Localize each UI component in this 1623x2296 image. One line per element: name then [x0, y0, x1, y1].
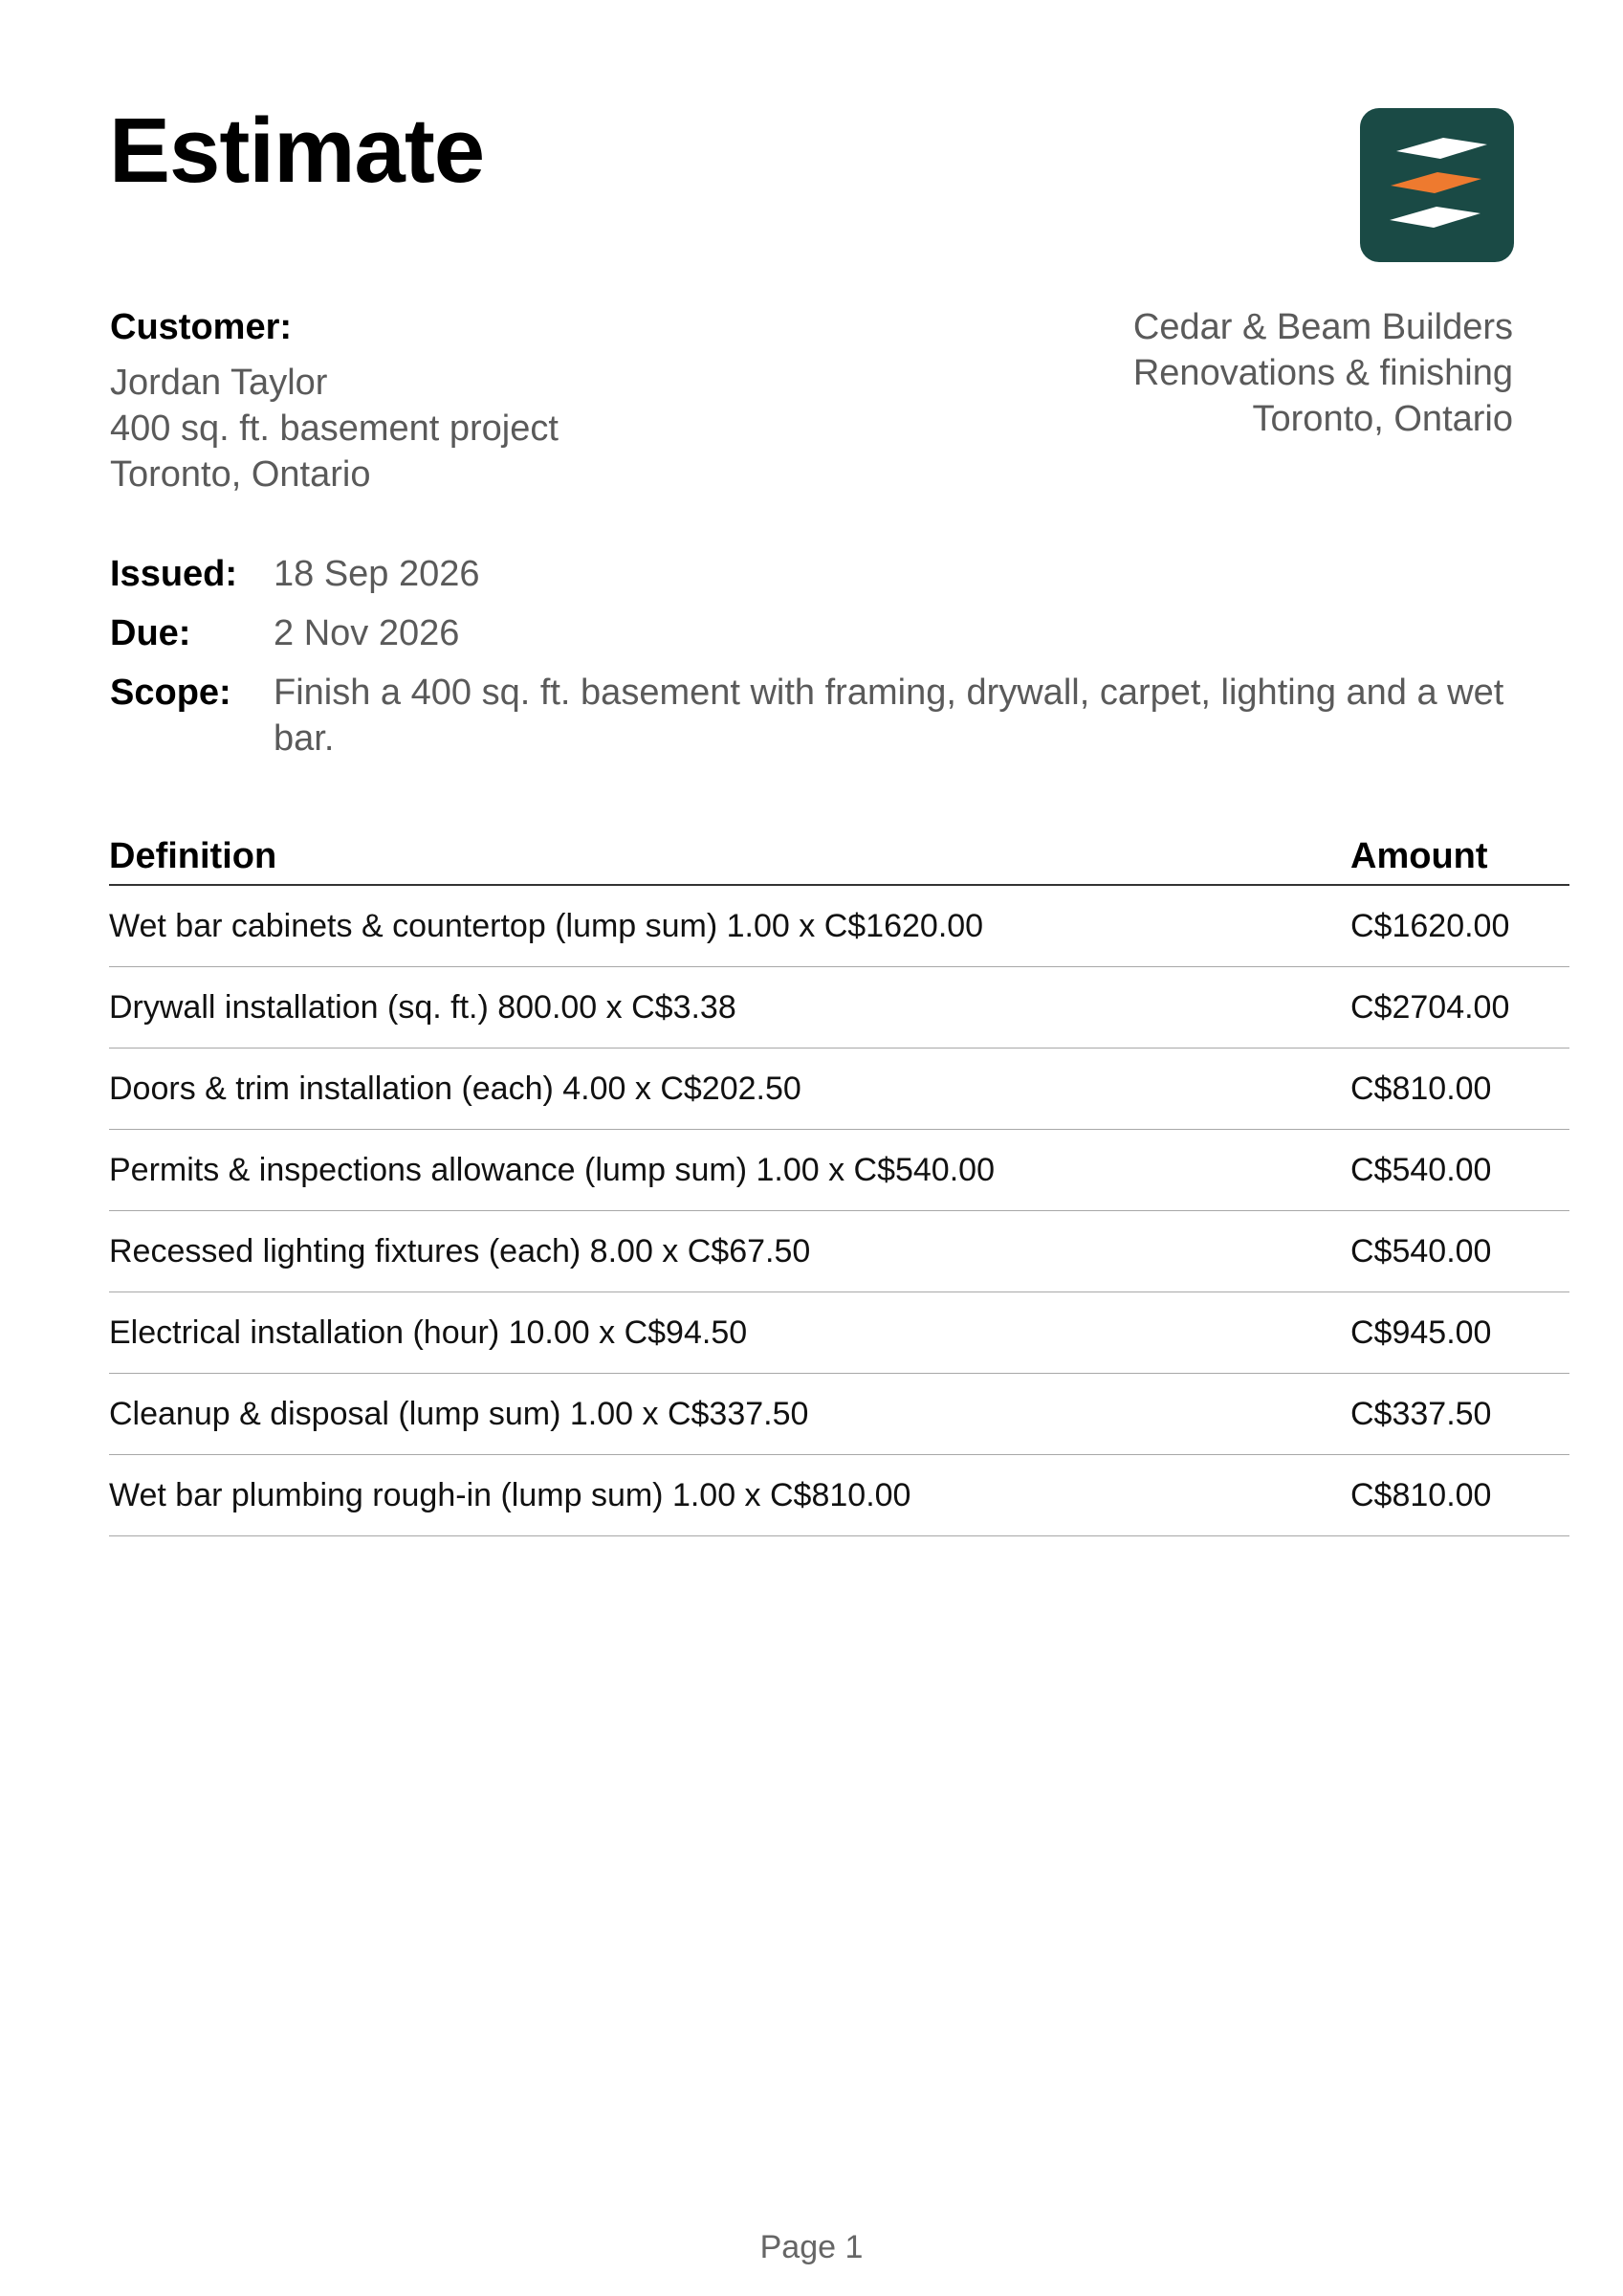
line-items-table [109, 828, 1569, 1536]
table-row [109, 1292, 1569, 1374]
page-number: Page 1 [759, 2229, 864, 2265]
row-amount: C$337.50 [1350, 1395, 1492, 1432]
row-amount: C$945.00 [1350, 1314, 1492, 1351]
company-block [1133, 304, 1513, 442]
row-definition: Wet bar cabinets & countertop (lump sum) 1.00 x C$1620.00 [109, 907, 984, 944]
customer-name: Jordan Taylor [110, 363, 328, 403]
company-tagline: Renovations & finishing [1132, 353, 1513, 393]
due-value: 2 Nov 2026 [274, 613, 460, 653]
customer-project: 400 sq. ft. basement project [110, 408, 559, 449]
row-definition: Wet bar plumbing rough-in (lump sum) 1.00 x C$810.00 [109, 1476, 911, 1513]
issued-value: 18 Sep 2026 [274, 554, 480, 594]
table-row [109, 1049, 1569, 1130]
customer-heading: Customer: [110, 307, 293, 347]
estimate-meta [110, 551, 1564, 775]
row-definition: Electrical installation (hour) 10.00 x C$94.50 [109, 1314, 748, 1351]
row-amount: C$1620.00 [1350, 907, 1510, 944]
company-location: Toronto, Ontario [1252, 399, 1513, 439]
row-definition: Cleanup & disposal (lump sum) 1.00 x C$337.50 [109, 1395, 809, 1432]
scope-row [110, 670, 1564, 762]
table-row [109, 1211, 1569, 1292]
customer-block [110, 304, 559, 497]
definition-header: Definition [109, 835, 277, 876]
due-label: Due: [110, 613, 191, 653]
document-title: Estimate [109, 99, 485, 202]
company-logo [1360, 108, 1514, 262]
row-amount: C$2704.00 [1350, 988, 1510, 1026]
scope-value: Finish a 400 sq. ft. basement with framing, drywall, carpet, lighting and a wet bar. [274, 673, 1504, 759]
company-name: Cedar & Beam Builders [1132, 307, 1513, 347]
issued-label: Issued: [110, 554, 238, 594]
row-amount: C$810.00 [1350, 1070, 1492, 1107]
row-amount: C$540.00 [1350, 1151, 1492, 1188]
stacked-planks-logo-icon [1360, 108, 1514, 262]
table-row [109, 1130, 1569, 1211]
table-row [109, 1374, 1569, 1455]
table-row [109, 886, 1569, 967]
table-header [109, 828, 1569, 886]
customer-location: Toronto, Ontario [110, 454, 371, 495]
row-definition: Drywall installation (sq. ft.) 800.00 x C$3.38 [109, 988, 736, 1026]
amount-header: Amount [1350, 835, 1488, 876]
table-row [109, 1455, 1569, 1536]
scope-label: Scope: [110, 673, 231, 713]
row-definition: Recessed lighting fixtures (each) 8.00 x C$67.50 [109, 1232, 811, 1269]
row-definition: Doors & trim installation (each) 4.00 x C$202.50 [109, 1070, 801, 1107]
table-row [109, 967, 1569, 1049]
row-definition: Permits & inspections allowance (lump sum) 1.00 x C$540.00 [109, 1151, 995, 1188]
issued-row [110, 551, 1564, 597]
row-amount: C$540.00 [1350, 1232, 1492, 1269]
due-row [110, 610, 1564, 656]
row-amount: C$810.00 [1350, 1476, 1492, 1513]
